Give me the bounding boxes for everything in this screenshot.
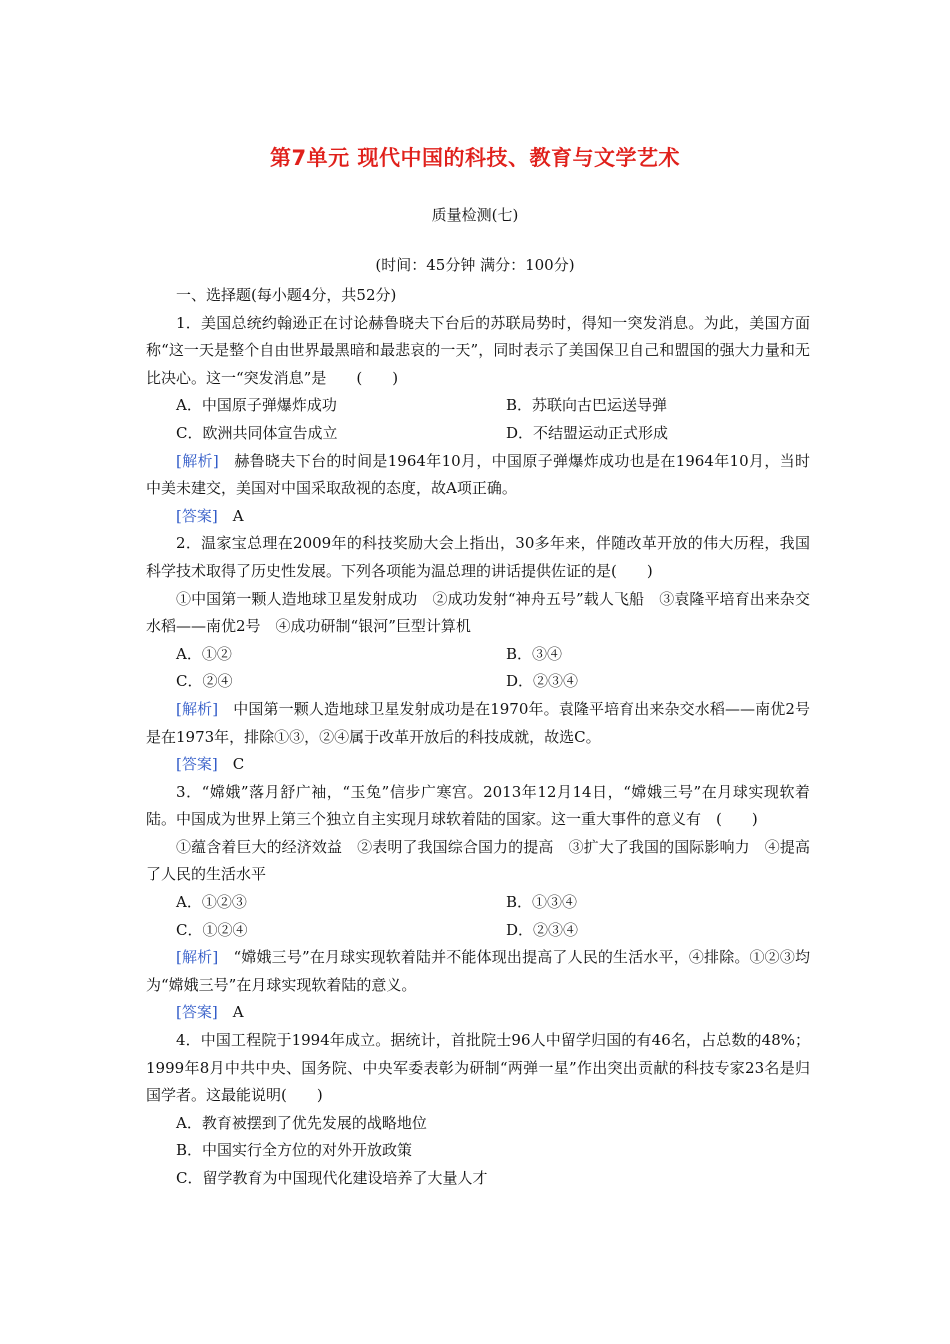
option-c: C．①②④ (176, 920, 248, 939)
analysis-label: [解析] (176, 948, 219, 967)
answer-text: C (217, 755, 245, 774)
answer-label: [答案] (176, 506, 218, 525)
analysis-label: [解析] (176, 699, 219, 718)
analysis-text: 中国第一颗人造地球卫星发射成功是在1970年。袁隆平培育出来杂交水稻——南优2号是在1973年，排除①③，②④属于改革开放后的科技成就，故选C。 (146, 699, 810, 746)
question-2-items: ①中国第一颗人造地球卫星发射成功 ②成功发射“神舟五号”载人飞船 ③袁隆平培育出来杂交水稻——南优2号 ④成功研制“银河”巨型计算机 (146, 589, 810, 636)
option-c: C．欧洲共同体宣告成立 (176, 423, 338, 442)
option-b: B．③④ (506, 644, 563, 663)
answer-text: A (217, 1003, 244, 1022)
question-3-options-row-2 (146, 917, 810, 945)
answer-label: [答案] (176, 1003, 218, 1022)
question-2-options-row-2 (146, 668, 810, 696)
analysis-text: 赫鲁晓夫下台的时间是1964年10月，中国原子弹爆炸成功也是在1964年10月，当时中美未建交，美国对中国采取敌视的态度，故A项正确。 (146, 451, 810, 498)
question-2-answer (146, 751, 810, 779)
page-title: 第7单元 现代中国的科技、教育与文学艺术 (270, 146, 680, 170)
option-b: B．中国实行全方位的对外开放政策 (176, 1141, 413, 1160)
answer-label: [答案] (176, 755, 218, 774)
content-body (146, 282, 810, 1193)
option-c: C．②④ (176, 672, 233, 691)
question-1-options-row-1 (146, 392, 810, 420)
section-heading: 一、选择题(每小题4分，共52分) (176, 286, 397, 304)
question-3-items: ①蕴含着巨大的经济效益 ②表明了我国综合国力的提高 ③扩大了我国的国际影响力 ④提高了人民的生活水平 (146, 837, 810, 884)
option-d: D．②③④ (506, 920, 579, 939)
question-3-stem: 3．“嫦娥”落月舒广袖，“玉兔”信步广寒宫。2013年12月14日，“嫦娥三号”在月球实现软着陆。中国成为世界上第三个独立自主实现月球软着陆的国家。这一重大事件的意义有 ( ) (146, 782, 810, 829)
question-2-analysis (146, 696, 810, 751)
question-1-stem: 1．美国总统约翰逊正在讨论赫鲁晓夫下台后的苏联局势时，得知一突发消息。为此，美国方面称“这一天是整个自由世界最黑暗和最悲哀的一天”，同时表示了美国保卫自己和盟国的强大力量和无比决心。这一“突发消息”是 ( ) (146, 313, 810, 387)
question-1-options-row-2 (146, 420, 810, 448)
option-a: A．①②③ (176, 893, 247, 912)
question-1-analysis (146, 448, 810, 503)
time-info: (时间：45分钟 满分：100分) (375, 256, 575, 274)
page-subtitle: 质量检测(七) (431, 206, 519, 224)
analysis-label: [解析] (176, 451, 219, 470)
question-3-answer (146, 999, 810, 1027)
question-4-stem: 4．中国工程院于1994年成立。据统计，首批院士96人中留学归国的有46名，占总数的48%；1999年8月中共中央、国务院、中央军委表彰为研制“两弹一星”作出突出贡献的科技专家23名是归国学者。这最能说明( ) (146, 1031, 810, 1105)
option-b: B．苏联向古巴运送导弹 (506, 396, 668, 415)
option-a: A．①② (176, 644, 232, 663)
question-3-analysis (146, 944, 810, 999)
question-2-options-row-1 (146, 641, 810, 669)
option-b: B．①③④ (506, 893, 578, 912)
option-c: C．留学教育为中国现代化建设培养了大量人才 (176, 1169, 488, 1187)
question-1-answer (146, 503, 810, 531)
option-a: A．中国原子弹爆炸成功 (176, 396, 337, 415)
answer-text: A (217, 506, 244, 525)
question-3-options-row-1 (146, 889, 810, 917)
option-a: A．教育被摆到了优先发展的战略地位 (176, 1113, 427, 1132)
question-2-stem: 2．温家宝总理在2009年的科技奖励大会上指出，30多年来，伴随改革开放的伟大历程，我国科学技术取得了历史性发展。下列各项能为温总理的讲话提供佐证的是( ) (146, 534, 810, 580)
option-d: D．②③④ (506, 672, 579, 691)
option-d: D．不结盟运动正式形成 (506, 423, 669, 442)
analysis-text: “嫦娥三号”在月球实现软着陆并不能体现出提高了人民的生活水平，④排除。①②③均为“嫦娥三号”在月球实现软着陆的意义。 (146, 948, 810, 994)
